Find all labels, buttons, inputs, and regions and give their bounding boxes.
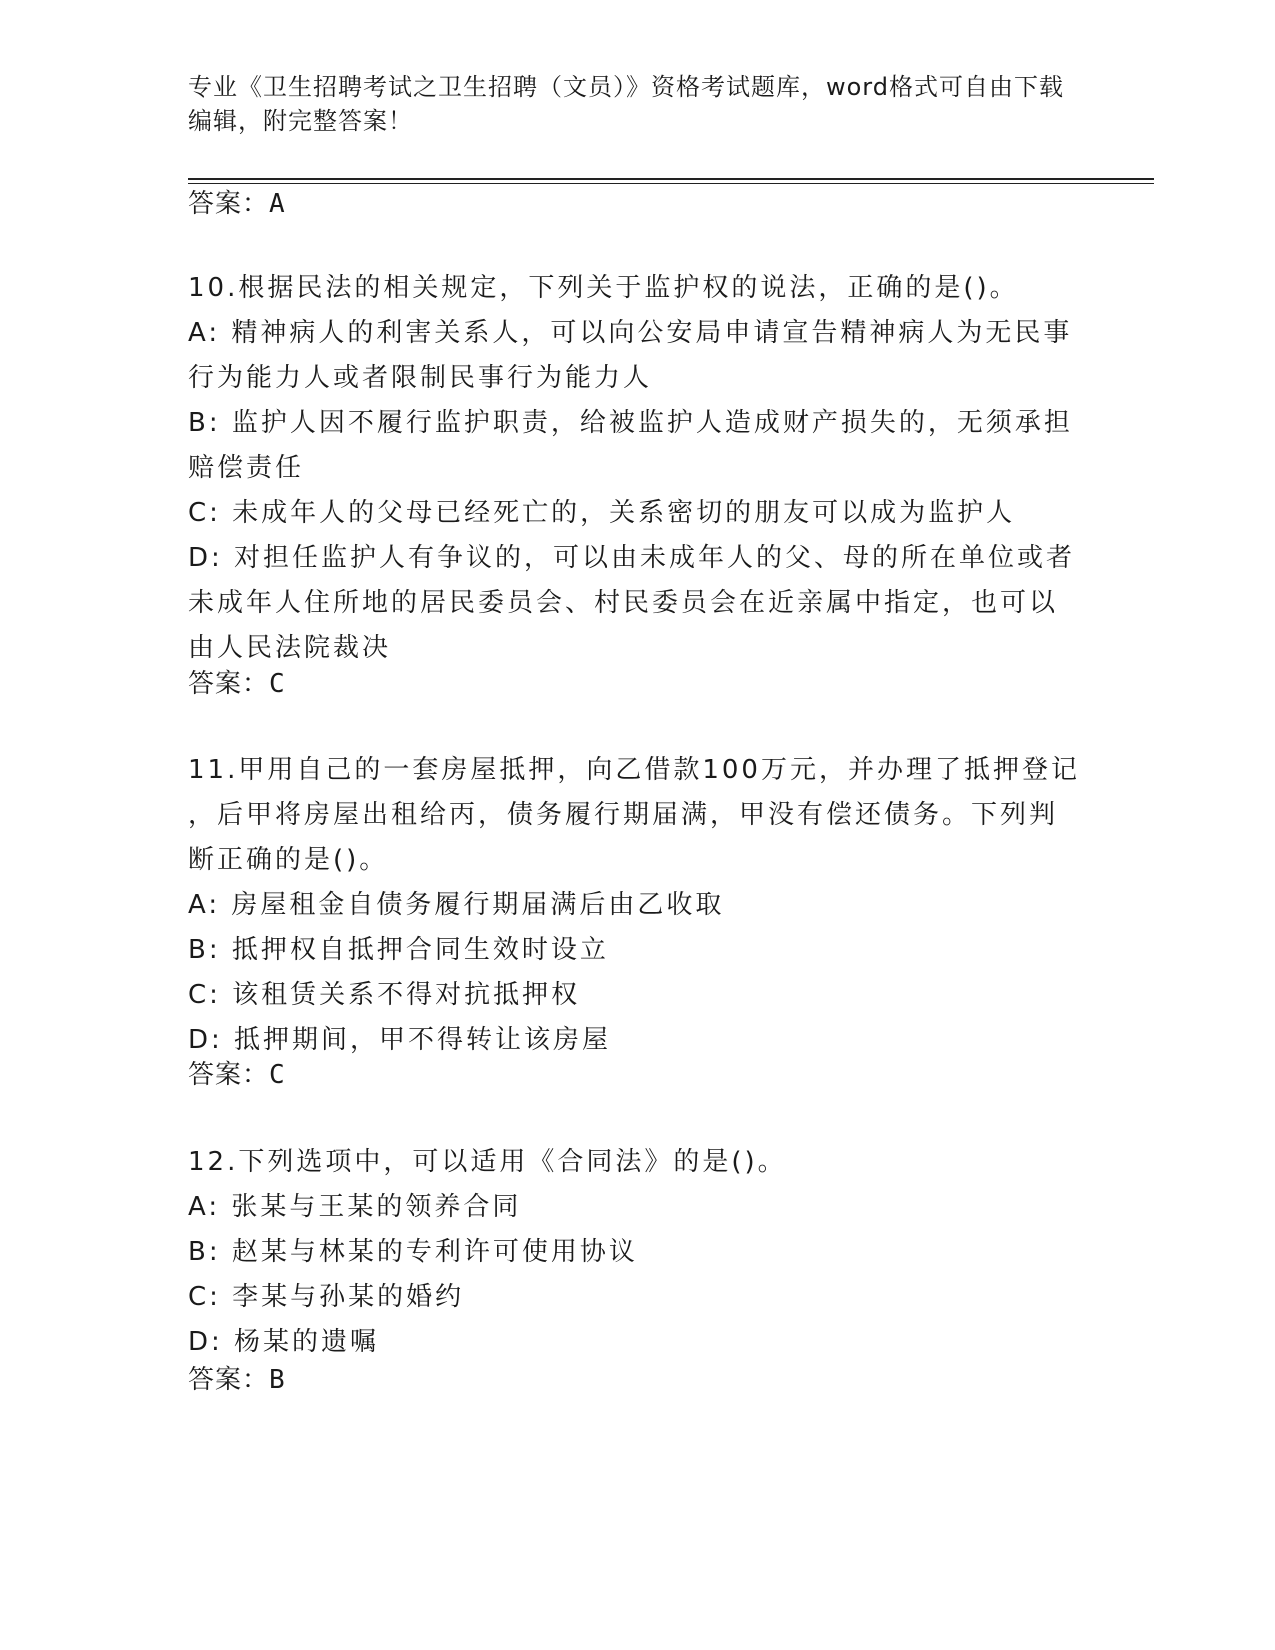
option-a: [188, 311, 1073, 401]
option-b: B: 赵某与林某的专利许可使用协议: [188, 1237, 638, 1267]
answer-label: 答案：: [188, 189, 270, 219]
answer-label: 答案：: [188, 1060, 270, 1090]
option-line: 未成年人住所地的居民委员会、村民委员会在近亲属中指定，也可以: [188, 588, 1059, 618]
answer-10: [188, 666, 286, 702]
header-line-2: 编辑，附完整答案！: [188, 107, 413, 135]
answer-11: [188, 1057, 286, 1093]
question-stem-line: ，后甲将房屋出租给丙，债务履行期届满，甲没有偿还债务。下列判: [188, 800, 1059, 830]
option-c: C: 李某与孙某的婚约: [188, 1282, 465, 1312]
option-line: 由人民法院裁决: [188, 633, 392, 663]
question-10: [188, 266, 1076, 671]
option-b: [188, 401, 1073, 491]
question-stem-line: 断正确的是()。: [188, 845, 389, 875]
option-d: D: 抵押期间，甲不得转让该房屋: [188, 1025, 612, 1055]
option-c: [188, 491, 1068, 536]
option-line: 赔偿责任: [188, 453, 305, 483]
answer-value: A: [269, 189, 286, 219]
question-stem-line: 12.下列选项中，可以适用《合同法》的是()。: [188, 1147, 787, 1177]
option-d: D: 杨某的遗嘱: [188, 1327, 380, 1357]
option-line: 行为能力人或者限制民事行为能力人: [188, 363, 653, 393]
answer-value: B: [269, 1365, 286, 1395]
answer-value: C: [269, 1060, 286, 1090]
question-12: [188, 1140, 1068, 1365]
document-header: [188, 70, 1088, 138]
answer-12: [188, 1362, 286, 1398]
header-divider-thick: [188, 178, 1154, 180]
header-line-1: 专业《卫生招聘考试之卫生招聘（文员）》资格考试题库，word格式可自由下载: [188, 73, 1064, 101]
option-a: A: 房屋租金自债务履行期届满后由乙收取: [188, 890, 725, 920]
option-c: C: 该租赁关系不得对抗抵押权: [188, 980, 581, 1010]
option-d: [188, 536, 1076, 671]
answer-value: C: [269, 669, 286, 699]
header-divider-thin: [188, 183, 1154, 184]
answer-label: 答案：: [188, 1365, 270, 1395]
option-b: B: 抵押权自抵押合同生效时设立: [188, 935, 609, 965]
option-line: D: 对担任监护人有争议的，可以由未成年人的父、母的所在单位或者: [188, 543, 1076, 573]
question-stem-line: 11.甲用自己的一套房屋抵押，向乙借款100万元，并办理了抵押登记: [188, 755, 1080, 785]
option-a: A: 张某与王某的领养合同: [188, 1192, 522, 1222]
previous-answer: [188, 186, 286, 222]
answer-label: 答案：: [188, 669, 270, 699]
option-line: C: 未成年人的父母已经死亡的，关系密切的朋友可以成为监护人: [188, 498, 1016, 528]
option-line: B: 监护人因不履行监护职责，给被监护人造成财产损失的，无须承担: [188, 408, 1073, 438]
question-11: [188, 748, 1080, 1063]
question-stem-line: 10.根据民法的相关规定，下列关于监护权的说法，正确的是()。: [188, 273, 1019, 303]
option-line: A: 精神病人的利害关系人，可以向公安局申请宣告精神病人为无民事: [188, 318, 1073, 348]
